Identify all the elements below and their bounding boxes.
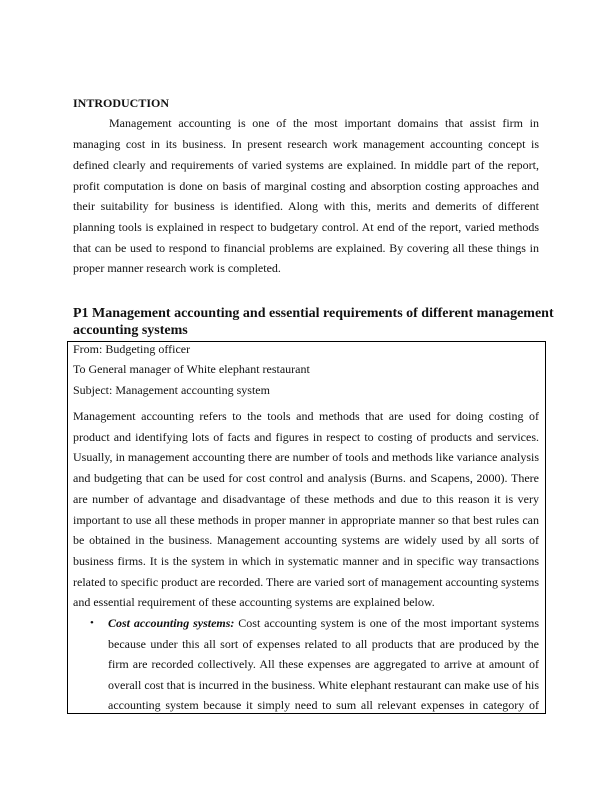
- memo-line-text: are number of advantage and disadvantage of these methods and due to this reason it is very: [73, 492, 539, 506]
- memo-to: To General manager of White elephant restaurant: [73, 362, 310, 376]
- intro-line: [73, 199, 539, 213]
- intro-line-text: proper manner research work is completed.: [73, 261, 281, 275]
- bullet-line: [108, 678, 539, 692]
- memo-line: [73, 471, 539, 485]
- intro-line: [73, 220, 539, 234]
- intro-line: [73, 241, 539, 255]
- section-heading: P1 Management accounting and essential requirements of different management: [73, 306, 554, 321]
- memo-line: [73, 492, 539, 506]
- memo-line-text: business firms. It is the system in which in systematic manner and in specific way transactions: [73, 554, 539, 568]
- bullet-icon: •: [90, 617, 94, 629]
- bullet-first-line-text: Cost accounting system is one of the most important systems: [238, 616, 540, 630]
- intro-line: [109, 116, 539, 130]
- memo-line-text: Management accounting refers to the tools and methods that are used for doing costing of: [73, 409, 539, 423]
- bullet-first-line: [108, 616, 539, 630]
- intro-line: [73, 137, 539, 151]
- memo-line: [73, 409, 539, 423]
- memo-line: [73, 595, 435, 609]
- bullet-line-text: firm are recorded collectively. All these expenses are aggregated to arrive at amount of: [108, 657, 539, 671]
- intro-line-text: their suitability for business is identified. Along with this, merits and demerits of different: [73, 199, 539, 213]
- memo-line: [73, 533, 539, 547]
- memo-line-text: important to use all these methods in proper manner in appropriate manner so that best rules can: [73, 513, 539, 527]
- bullet-title: Cost accounting systems:: [108, 616, 235, 630]
- bullet-line: [108, 698, 539, 712]
- bullet-line: [108, 637, 539, 651]
- intro-line-text: that can be used to respond to financial problems are explained. By covering all these things in: [73, 241, 539, 255]
- memo-line: [73, 430, 539, 444]
- memo-line-text: and budgeting that can be used for cost control and analysis (Burns. and Scapens, 2000). There: [73, 471, 539, 485]
- intro-line: [73, 179, 539, 193]
- memo-line-text: related to specific product are recorded. There are varied sort of management accounting systems: [73, 575, 539, 589]
- memo-line-text: Usually, in management accounting there are number of tools and methods like variance analysis: [73, 450, 539, 464]
- memo-line: [73, 575, 539, 589]
- intro-line-text: managing cost in its business. In present research work management accounting concept is: [73, 137, 539, 151]
- memo-from: From: Budgeting officer: [73, 342, 191, 356]
- intro-line-text: planning tools is explained in respect to budgetary control. At end of the report, varied methods: [73, 220, 539, 234]
- bullet-line-text: because under this all sort of expenses related to all products that are produced by the: [108, 637, 539, 651]
- memo-line: [73, 513, 539, 527]
- memo-line-text: and essential requirement of these accounting systems are explained below.: [73, 595, 435, 609]
- bullet-line: [108, 657, 539, 671]
- bullet-first-line-inner: [108, 616, 539, 630]
- intro-line-text: profit computation is done on basis of marginal costing and absorption costing approaches and: [73, 179, 539, 193]
- memo-line-text: be obtained in the business. Management accounting systems are widely used by all sorts of: [73, 533, 539, 547]
- bullet-line-text: overall cost that is incurred in the business. White elephant restaurant can make use of his: [108, 678, 539, 692]
- intro-line-text: Management accounting is one of the most important domains that assist firm in: [109, 116, 539, 130]
- intro-line: [73, 261, 281, 275]
- memo-line: [73, 554, 539, 568]
- memo-line: [73, 450, 539, 464]
- intro-heading: INTRODUCTION: [73, 96, 170, 110]
- intro-line: [73, 158, 539, 172]
- intro-line-text: defined clearly and requirements of varied systems are explained. In middle part of the report,: [73, 158, 539, 172]
- memo-subject: Subject: Management accounting system: [73, 383, 270, 397]
- bullet-line-text: accounting system because it simply need to sum all relevant expenses in category of: [108, 698, 539, 712]
- memo-line-text: product and identifying lots of facts and figures in respect to costing of products and services.: [73, 430, 539, 444]
- section-heading-cont: accounting systems: [73, 323, 188, 338]
